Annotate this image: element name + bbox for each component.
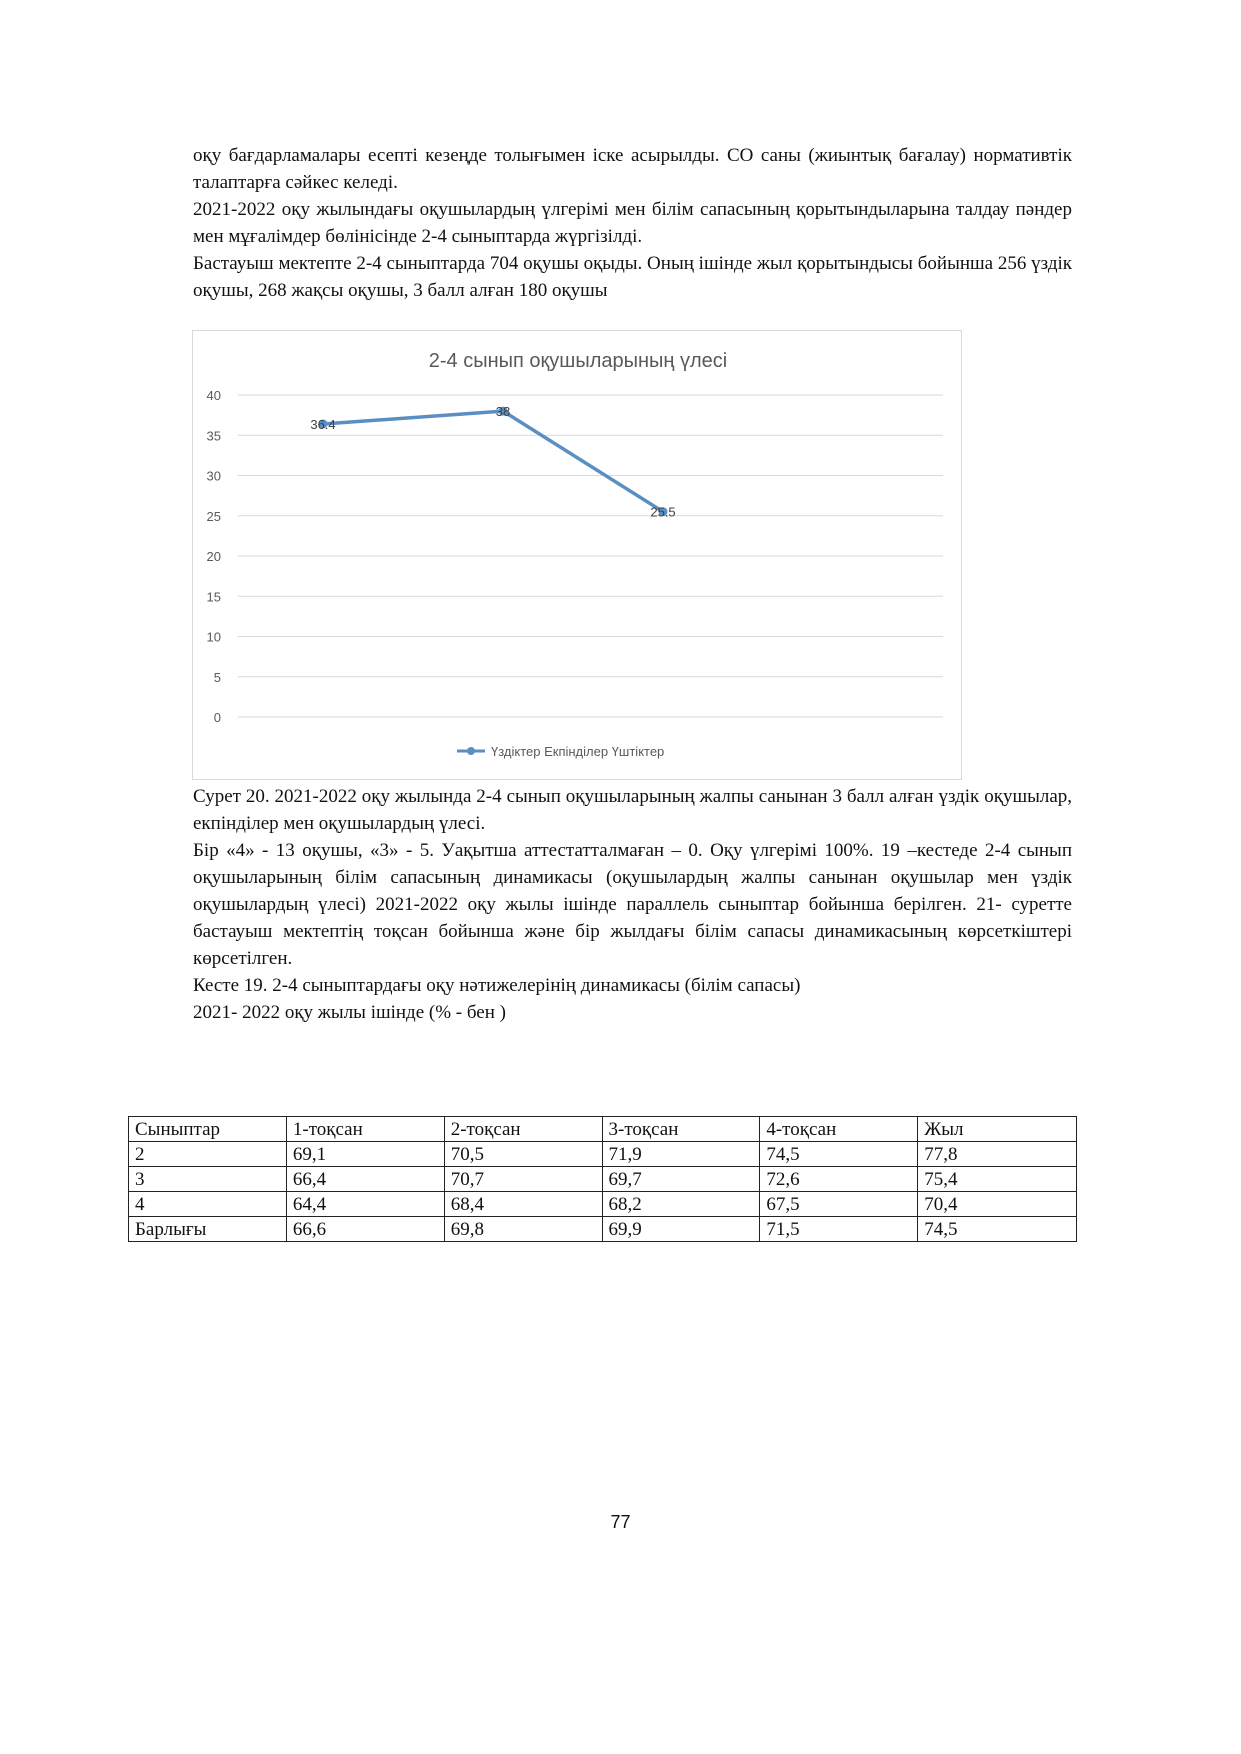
table-row: [129, 1192, 1077, 1217]
table-cell: 4: [129, 1192, 287, 1217]
paragraph-curriculum: оқу бағдарламалары есепті кезеңде толығымен іске асырылды. СО саны (жиынтық бағалау) нормативтік талаптарға сәйкес келеді.: [193, 145, 1072, 193]
table-row: [129, 1217, 1077, 1242]
header-cell-year: Жыл: [918, 1117, 1077, 1142]
y-tick-label: 40: [206, 388, 221, 403]
y-tick-label: 0: [213, 710, 221, 725]
table-caption-title: Кесте 19. 2-4 сыныптардағы оқу нәтижелерінің динамикасы (білім сапасы): [193, 975, 801, 996]
table-row: [129, 1167, 1077, 1192]
header-cell-q1: 1-тоқсан: [286, 1117, 444, 1142]
table-cell: 69,7: [602, 1167, 760, 1192]
header-cell-classes: Сыныптар: [129, 1117, 287, 1142]
y-tick-label: 30: [206, 468, 221, 484]
chart-legend: [457, 744, 664, 759]
paragraph-students-count: Бастауыш мектепте 2-4 сыныптарда 704 оқушы оқыды. Оның ішінде жыл қорытындысы бойынша 256 үздік оқушы, 268 жақсы оқушы, 3 балл алған 180 оқушы: [193, 253, 1072, 301]
table-cell: 69,1: [286, 1142, 444, 1167]
header-cell-q2: 2-тоқсан: [444, 1117, 602, 1142]
series-line: [323, 411, 663, 512]
y-tick-label: 35: [206, 428, 221, 444]
header-cell-q4: 4-тоқсан: [760, 1117, 918, 1142]
table-cell: 3: [129, 1167, 287, 1192]
table-cell: 74,5: [760, 1142, 918, 1167]
table-cell: 70,4: [918, 1192, 1077, 1217]
table-row: [129, 1142, 1077, 1167]
table-cell: 66,4: [286, 1167, 444, 1192]
page-number: 77: [610, 1512, 631, 1532]
y-tick-label: 5: [213, 669, 221, 685]
table-cell: 70,7: [444, 1167, 602, 1192]
data-label: 36.4: [310, 416, 336, 432]
paragraph-results: Бір «4» - 13 оқушы, «3» - 5. Уақытша аттестатталмаған – 0. Оқу үлгерімі 100%. 19 –кестеде 2-4 сынып оқушыларының білім сапасының динамикасы (оқушылардың жалпы санынан оқушылар мен үздік оқушылардың үлесі) 2021-2022 оқу жылы ішінде параллель сыныптар бойынша берілген. 21- суретте бастауыш мектептің тоқсан бойынша және бір жылдағы білім сапасы динамикасының көрсеткіштері көрсетілген.: [193, 840, 1072, 969]
paragraph-analysis: 2021-2022 оқу жылындағы оқушылардың үлгерімі мен білім сапасының қорытындыларына талдау пәндер мен мұғалімдер бөлінісінде 2-4 сыныптарда жүргізілді.: [193, 199, 1072, 247]
data-label: 38: [495, 404, 511, 420]
chart-svg: [193, 331, 963, 781]
figure-caption: Сурет 20. 2021-2022 оқу жылында 2-4 сынып оқушыларының жалпы санынан 3 балл алған үздік оқушылар, екпінділер мен оқушылардың үлесі.: [193, 786, 1072, 834]
table-cell: 2: [129, 1142, 287, 1167]
table-cell: 64,4: [286, 1192, 444, 1217]
header-cell-q3: 3-тоқсан: [602, 1117, 760, 1142]
table-cell: 77,8: [918, 1142, 1077, 1167]
y-tick-label: 25: [206, 508, 221, 524]
table-cell: 75,4: [918, 1167, 1077, 1192]
table-cell: 68,4: [444, 1192, 602, 1217]
quality-dynamics-table: [128, 1116, 1077, 1242]
y-tick-label: 10: [206, 629, 221, 645]
table-cell: 71,9: [602, 1142, 760, 1167]
table-cell: 70,5: [444, 1142, 602, 1167]
table-cell: 72,6: [760, 1167, 918, 1192]
table-caption-period: 2021- 2022 оқу жылы ішінде (% - бен ): [193, 1002, 506, 1023]
table-header-row: [129, 1117, 1077, 1142]
table-cell: 67,5: [760, 1192, 918, 1217]
line-chart: [192, 330, 962, 780]
table-cell: 66,6: [286, 1217, 444, 1242]
chart-gridlines: [238, 395, 943, 717]
y-tick-label: 15: [206, 589, 221, 605]
data-label: 25.5: [650, 504, 676, 520]
y-tick-label: 20: [206, 549, 221, 564]
table-cell: 68,2: [602, 1192, 760, 1217]
table-cell: 74,5: [918, 1217, 1077, 1242]
table-cell: 69,8: [444, 1217, 602, 1242]
chart-series: [319, 407, 668, 517]
chart-y-axis: [207, 388, 221, 725]
table-cell: 69,9: [602, 1217, 760, 1242]
legend-entry: Үздіктер Екпінділер Үштіктер: [491, 744, 665, 759]
table-cell: 71,5: [760, 1217, 918, 1242]
chart-title: 2-4 сынып оқушыларының үлесі: [428, 350, 728, 372]
table-cell: Барлығы: [129, 1217, 287, 1242]
legend-marker: [467, 747, 475, 755]
